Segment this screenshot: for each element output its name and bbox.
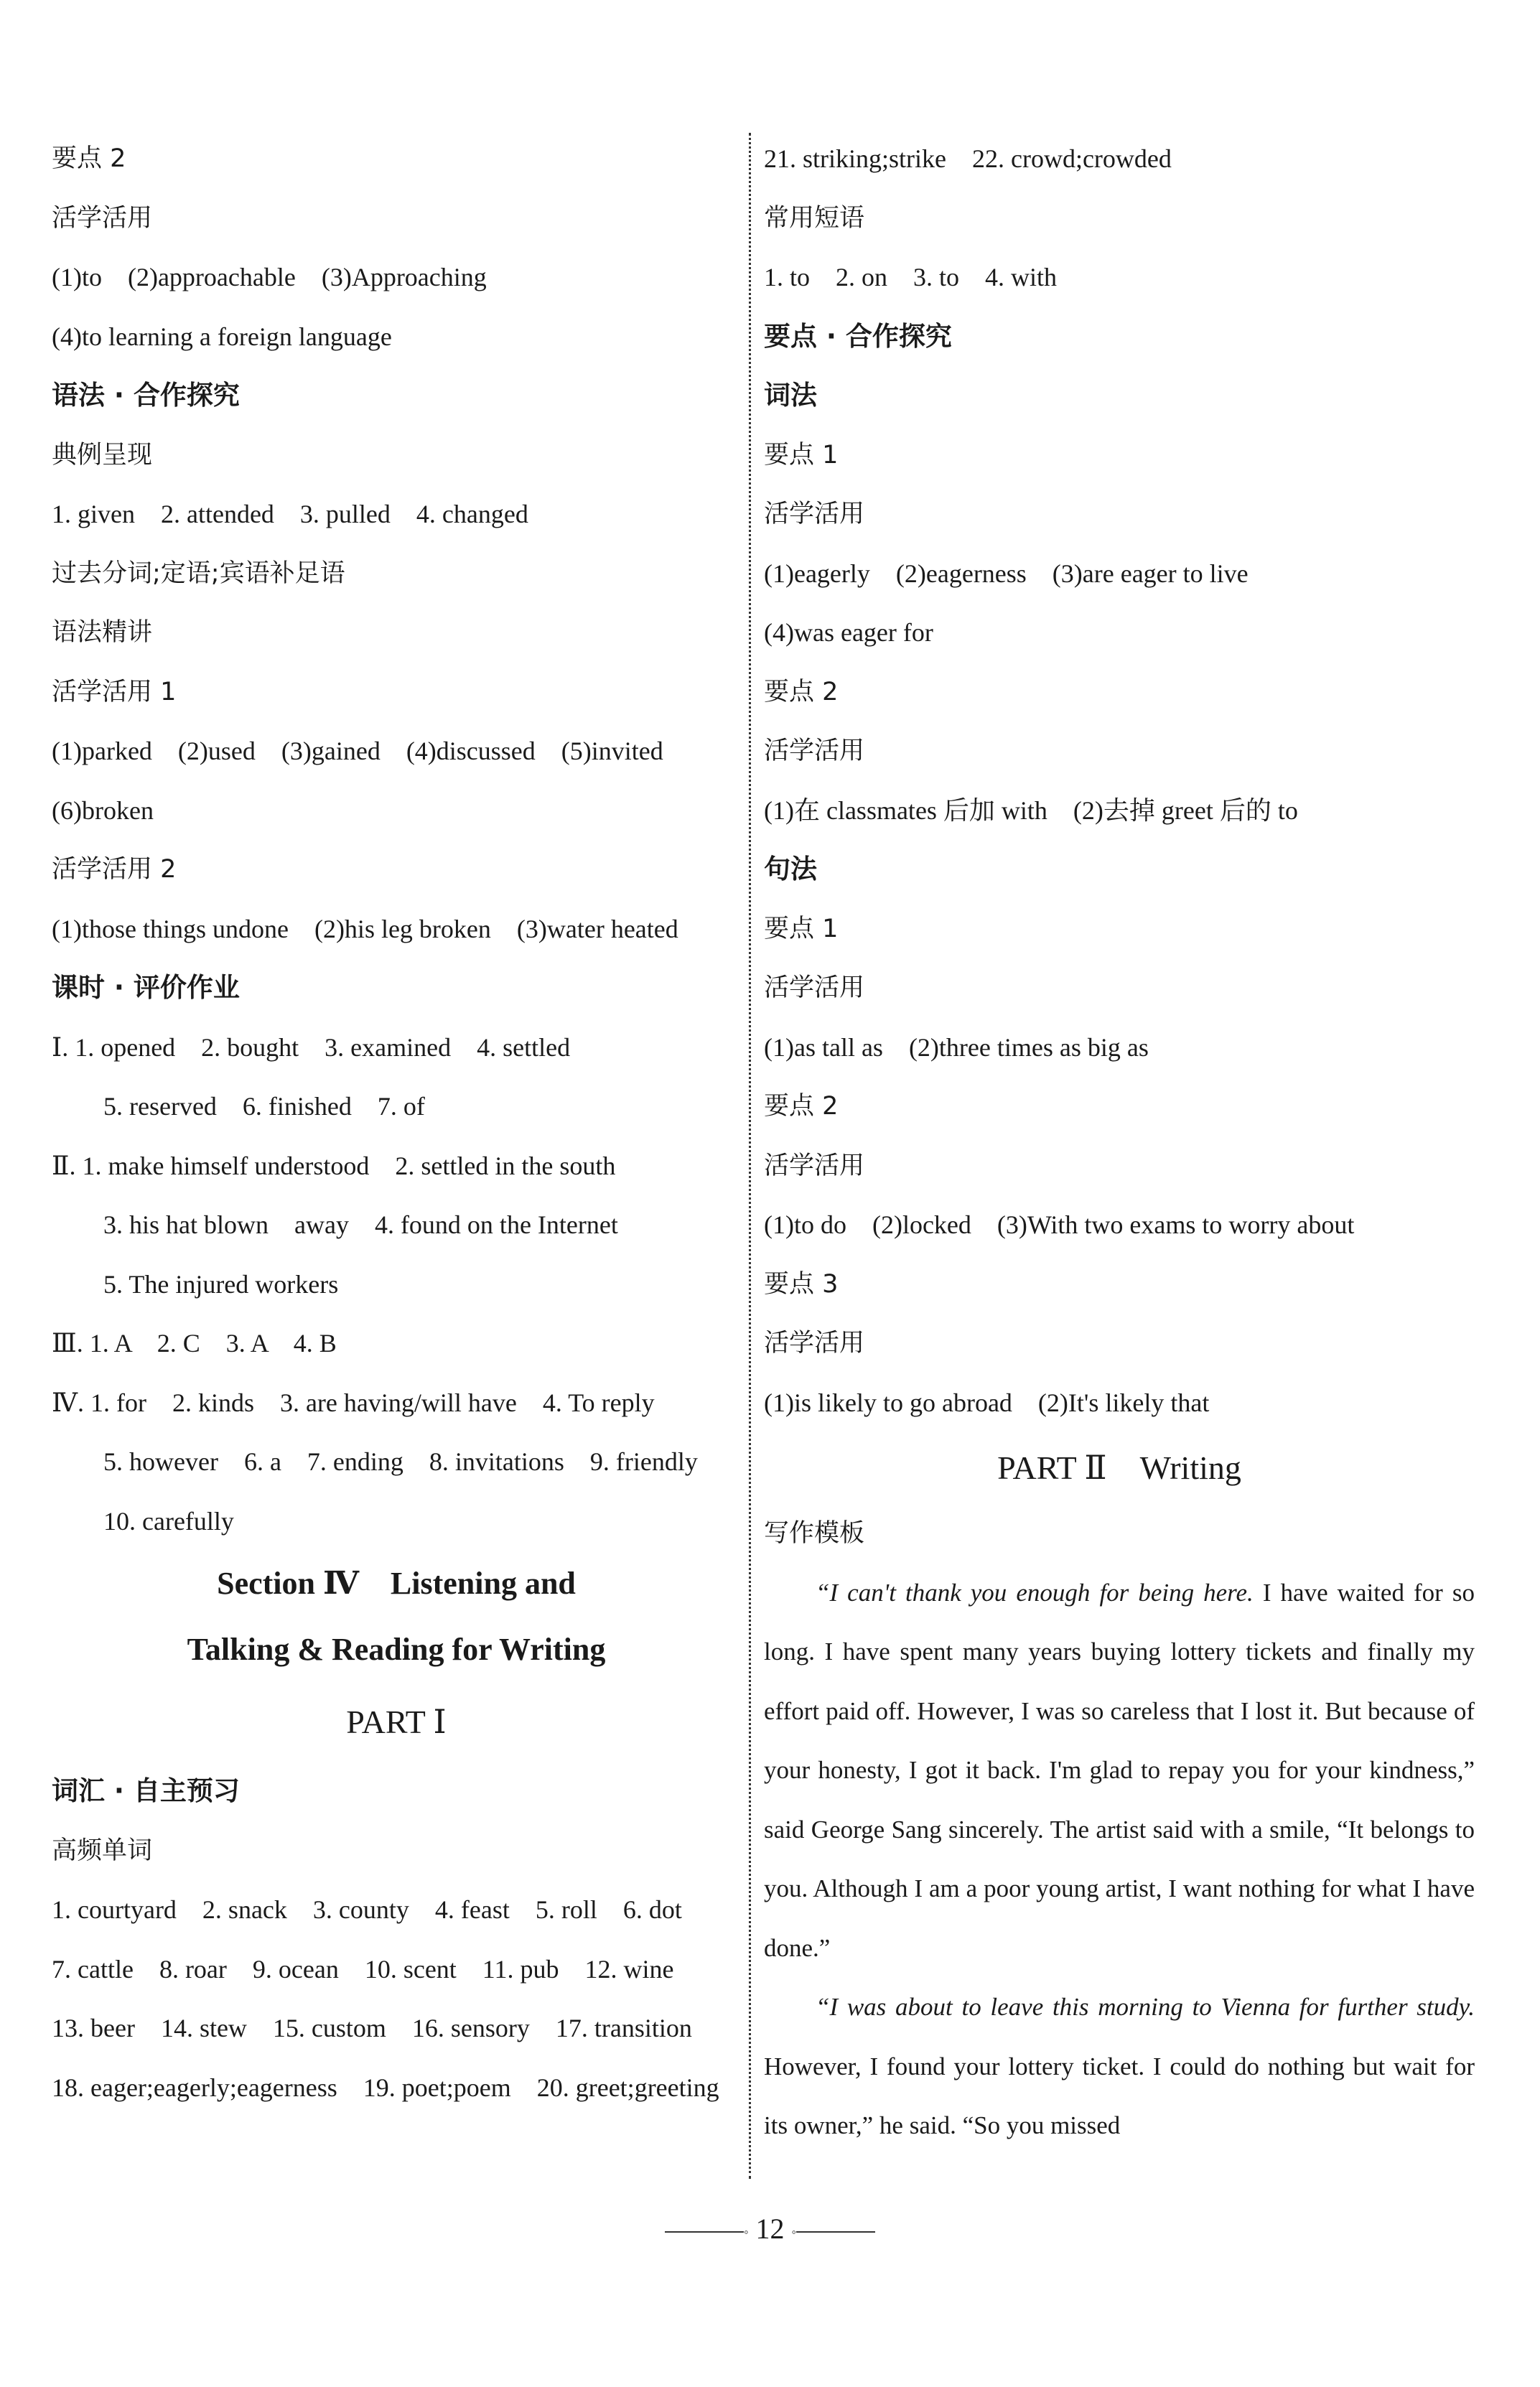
- italic-text: “I can't thank you enough for being here.: [816, 1578, 1254, 1607]
- answer-line: (1)those things undone (2)his leg broken (3)water heated: [52, 914, 678, 943]
- answer-line: 1. courtyard 2. snack 3. county 4. feast 5. roll 6. dot: [52, 1895, 682, 1924]
- page-number: [0, 2208, 1540, 2251]
- page-number-rule: [665, 2231, 744, 2233]
- section-heading: 课时 · 评价作业: [52, 972, 240, 1003]
- paragraph-text: I have waited for so long. I have spent many years buying lottery tickets and finally my effort paid off. However, I was so careless that I lost it. But because of your honesty, I got it back. I'm glad to repay you for your kindness,” said George Sang sincerely. The artist said with a smile, “It belongs to you. Although I am a poor young artist, I want nothing for what I have done.”: [764, 1578, 1475, 1962]
- answer-line: Ⅰ. 1. opened 2. bought 3. examined 4. settled: [52, 1032, 571, 1062]
- answer-line: 5. reserved 6. finished 7. of: [103, 1092, 425, 1121]
- subheading: 活学活用: [764, 500, 865, 528]
- answer-line: 5. however 6. a 7. ending 8. invitations 9. friendly: [103, 1447, 698, 1476]
- answer-line: (4)was eager for: [764, 618, 933, 647]
- subheading: 活学活用: [764, 1329, 865, 1358]
- subheading: 高频单词: [52, 1836, 153, 1865]
- subheading: 要点 2: [764, 1092, 839, 1121]
- answer-line: 1. given 2. attended 3. pulled 4. changed: [52, 500, 528, 528]
- subheading: 典例呈现: [52, 440, 153, 470]
- subheading: 活学活用: [764, 737, 865, 765]
- subheading: 要点 1: [764, 914, 839, 943]
- subheading: 活学活用 2: [52, 855, 177, 884]
- subheading: 要点 2: [764, 677, 839, 706]
- page-number-dot: ◦: [791, 2224, 796, 2239]
- subheading: 活学活用: [764, 973, 865, 1002]
- page-number-text: 12: [755, 2213, 785, 2245]
- answer-line: 7. cattle 8. roar 9. ocean 10. scent 11. pub 12. wine: [52, 1954, 674, 1984]
- subheading: 要点 3: [764, 1269, 839, 1299]
- paragraph: [764, 1978, 1475, 2156]
- answer-line: (4)to learning a foreign language: [52, 322, 392, 351]
- answer-line: (1)is likely to go abroad (2)It's likely that: [764, 1388, 1210, 1417]
- column-divider: [749, 133, 751, 2179]
- subheading: 要点 1: [764, 440, 839, 470]
- answer-line: (6)broken: [52, 795, 154, 825]
- answer-line: (1)eagerly (2)eagerness (3)are eager to live: [764, 559, 1249, 588]
- section-title: Talking & Reading for Writing: [187, 1632, 606, 1667]
- answer-line: (1)as tall as (2)three times as big as: [764, 1032, 1149, 1062]
- answer-line: 10. carefully: [103, 1506, 234, 1536]
- section-heading: 句法: [764, 854, 817, 884]
- subheading: 活学活用: [764, 1151, 865, 1180]
- answer-line: 18. eager;eagerly;eagerness 19. poet;poem 20. greet;greeting: [52, 2073, 719, 2102]
- answer-line: 1. to 2. on 3. to 4. with: [764, 263, 1058, 291]
- paragraph-text: However, I found your lottery ticket. I could do nothing but wait for its owner,” he said. “So you missed: [764, 2052, 1475, 2139]
- part-title: PART Ⅰ: [346, 1704, 447, 1740]
- part-title: PART Ⅱ Writing: [997, 1449, 1241, 1486]
- answer-line: (1)to (2)approachable (3)Approaching: [52, 263, 487, 291]
- right-column: [764, 129, 1475, 2156]
- section-heading: 语法 · 合作探究: [52, 380, 240, 411]
- page-number-dot: ◦: [744, 2224, 749, 2239]
- answer-line: (1)在 classmates 后加 with (2)去掉 greet 后的 to: [764, 795, 1298, 825]
- section-title: Section Ⅳ Listening and: [217, 1566, 576, 1601]
- answer-line: 13. beer 14. stew 15. custom 16. sensory 17. transition: [52, 2014, 692, 2042]
- answer-line: Ⅲ. 1. A 2. C 3. A 4. B: [52, 1329, 337, 1358]
- answer-line: Ⅳ. 1. for 2. kinds 3. are having/will have 4. To reply: [52, 1388, 655, 1417]
- subheading: 常用短语: [764, 203, 865, 233]
- answer-line: 21. striking;strike 22. crowd;crowded: [764, 144, 1172, 173]
- answer-line: 3. his hat blown away 4. found on the Internet: [103, 1210, 618, 1239]
- subheading: 语法精讲: [52, 618, 153, 647]
- italic-text: “I was about to leave this morning to Vienna for further study.: [816, 1993, 1475, 2021]
- section-heading: 要点 · 合作探究: [764, 320, 952, 352]
- left-column: [52, 129, 741, 2117]
- answer-line: 过去分词;定语;宾语补足语: [52, 559, 345, 588]
- section-heading: 词法: [764, 380, 817, 411]
- answer-line: Ⅱ. 1. make himself understood 2. settled in the south: [52, 1151, 616, 1180]
- section-heading: 词汇 · 自主预习: [52, 1775, 240, 1806]
- writing-template: [764, 1564, 1475, 2156]
- answer-line: 5. The injured workers: [103, 1269, 339, 1299]
- answer-line: (1)parked (2)used (3)gained (4)discussed (5)invited: [52, 737, 663, 765]
- answer-line: (1)to do (2)locked (3)With two exams to worry about: [764, 1210, 1355, 1239]
- subheading: 活学活用 1: [52, 677, 177, 706]
- subheading: 要点 2: [52, 144, 126, 173]
- page-number-rule: [796, 2231, 875, 2233]
- subheading: 活学活用: [52, 203, 153, 233]
- subheading: 写作模板: [764, 1519, 865, 1548]
- paragraph: [764, 1564, 1475, 1979]
